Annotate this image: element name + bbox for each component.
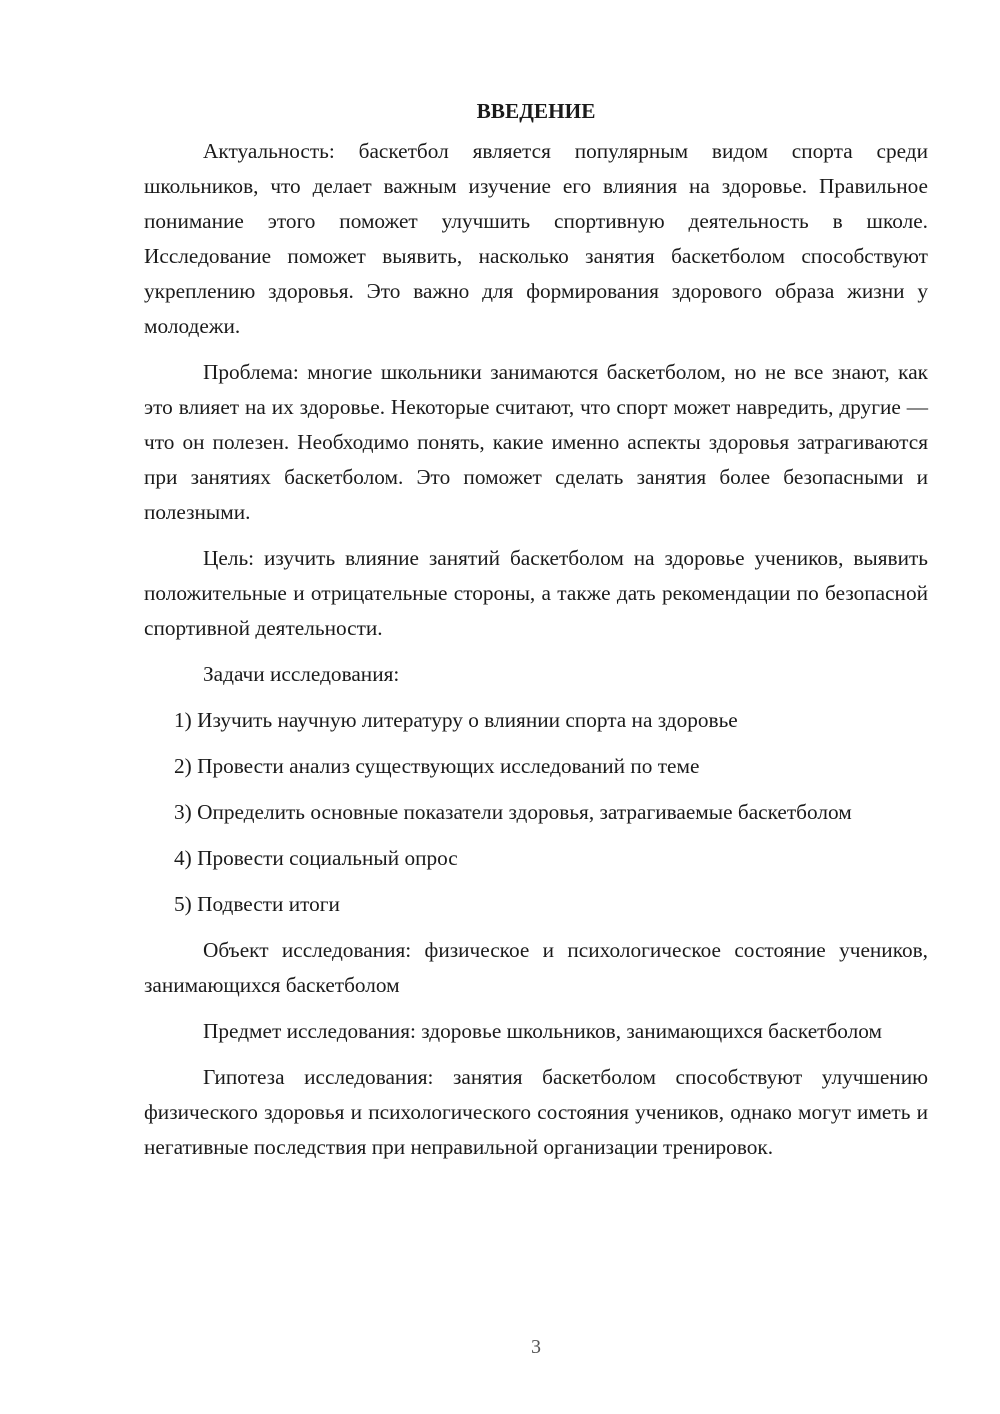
task-item-4: 4) Провести социальный опрос <box>174 846 458 870</box>
paragraph-tasks-heading: Задачи исследования: <box>203 662 400 686</box>
page-content <box>144 98 928 1165</box>
task-item-2: 2) Провести анализ существующих исследований по теме <box>174 754 700 778</box>
task-item-5: 5) Подвести итоги <box>174 892 340 916</box>
page-number: 3 <box>531 1336 541 1358</box>
section-title: ВВЕДЕНИЕ <box>476 99 596 123</box>
paragraph-problem: Проблема: многие школьники занимаются баскетболом, но не все знают, как это влияет на их здоровье. Некоторые считают, что спорт может навредить, другие — что он полезен. Необходимо понять, какие именно аспекты здоровья затрагиваются при занятиях баскетболом. Это поможет сделать занятия более безопасными и полезными. <box>144 360 928 524</box>
paragraph-subject: Предмет исследования: здоровье школьников, занимающихся баскетболом <box>203 1019 883 1043</box>
task-item-3: 3) Определить основные показатели здоровья, затрагиваемые баскетболом <box>174 800 852 824</box>
paragraph-goal: Цель: изучить влияние занятий баскетболом на здоровье учеников, выявить положительные и отрицательные стороны, а также дать рекомендации по безопасной спортивной деятельности. <box>144 546 928 640</box>
paragraph-hypothesis: Гипотеза исследования: занятия баскетболом способствуют улучшению физического здоровья и психологического состояния учеников, однако могут иметь и негативные последствия при неправильной организации тренировок. <box>144 1065 928 1159</box>
task-item-1: 1) Изучить научную литературу о влиянии спорта на здоровье <box>174 708 738 732</box>
paragraph-relevance: Актуальность: баскетбол является популярным видом спорта среди школьников, что делает важным изучение его влияния на здоровье. Правильное понимание этого поможет улучшить спортивную деятельность в школе. Исследование поможет выявить, насколько занятия баскетболом способствуют укреплению здоровья. Это важно для формирования здорового образа жизни у молодежи. <box>144 139 928 338</box>
paragraph-object: Объект исследования: физическое и психологическое состояние учеников, занимающихся баскетболом <box>144 938 928 997</box>
